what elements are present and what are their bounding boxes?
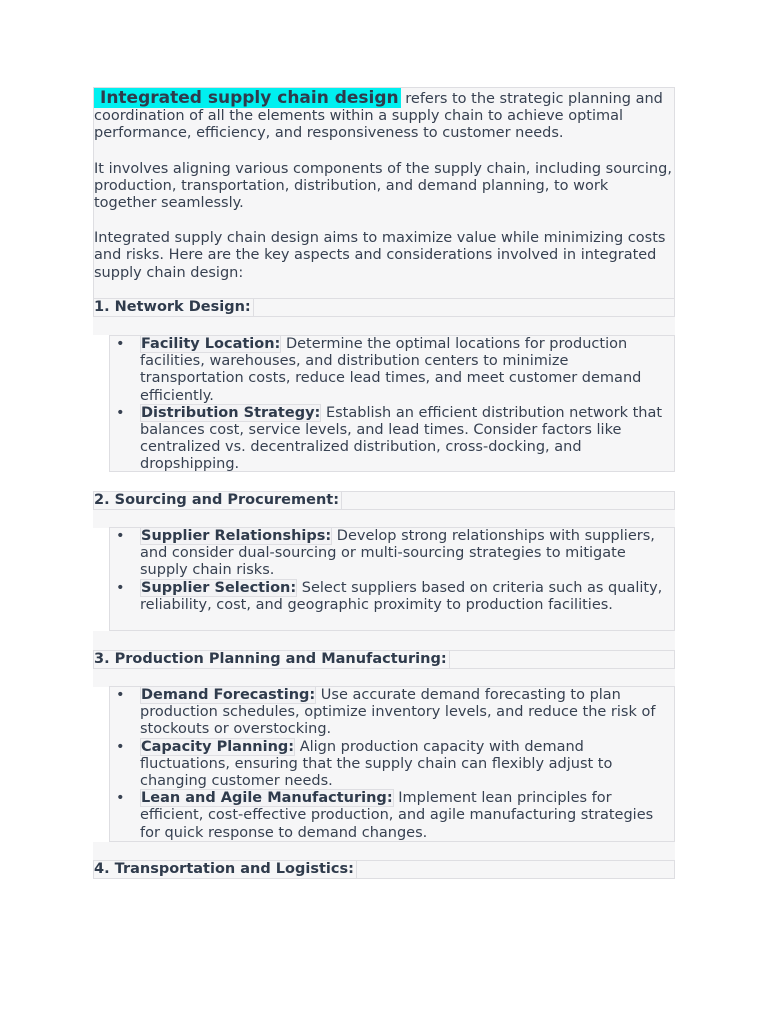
intro-block bbox=[93, 87, 675, 316]
spacer-band bbox=[93, 669, 675, 687]
section-list-production bbox=[109, 686, 675, 842]
intro-paragraph-1-text: refers to the strategic planning and coordination of all the elements within a supply chain to achieve optimal performance, efficiency, and responsiveness to customer needs. bbox=[94, 91, 663, 142]
item-text: Align production capacity with demand fluctuations, ensuring that the supply chain can flexibly adjust to changing customer needs. bbox=[140, 738, 613, 790]
section-heading-network-design: 1. Network Design: bbox=[93, 298, 675, 317]
section-list-sourcing bbox=[109, 527, 675, 631]
term-label: Lean and Agile Manufacturing: bbox=[141, 790, 393, 807]
item-text: Implement lean principles for efficient, cost-effective production, and agile manufacturing strategies for quick response to demand changes. bbox=[140, 790, 654, 841]
section-heading-production: 3. Production Planning and Manufacturing: bbox=[93, 650, 675, 669]
list-item bbox=[140, 580, 674, 614]
section-heading-sourcing: 2. Sourcing and Procurement: bbox=[93, 491, 675, 510]
section-heading-transportation: 4. Transportation and Logistics: bbox=[93, 860, 675, 879]
list-item bbox=[140, 336, 674, 405]
spacer-band bbox=[93, 317, 675, 335]
intro-paragraph-2: It involves aligning various components of the supply chain, including sourcing, production, transportation, distribution, and demand planning, to work together seamlessly. bbox=[94, 160, 672, 212]
item-text: Select suppliers based on criteria such as quality, reliability, cost, and geographic proximity to production facilities. bbox=[140, 579, 663, 613]
list-item bbox=[140, 687, 674, 739]
list-item bbox=[140, 790, 674, 842]
spacer-band bbox=[93, 842, 675, 861]
spacer-band bbox=[93, 510, 675, 528]
term-label: Demand Forecasting: bbox=[141, 687, 316, 703]
highlighted-title: Integrated supply chain design bbox=[94, 88, 401, 108]
term-label: Capacity Planning: bbox=[141, 738, 295, 755]
term-label: Facility Location: bbox=[141, 336, 281, 352]
list-item bbox=[140, 739, 674, 791]
intro-paragraph-3: Integrated supply chain design aims to maximize value while minimizing costs and risks. Here are the key aspects and considerations involved in integrated supply chain design: bbox=[94, 230, 666, 281]
item-text: Establish an efficient distribution network that balances cost, service levels, and lead times. Consider factors like centralized vs. decentralized distribution, cross-docking, and dropshipping. bbox=[140, 404, 663, 473]
list-item bbox=[140, 528, 674, 580]
term-label: Supplier Selection: bbox=[141, 579, 297, 596]
term-label: Distribution Strategy: bbox=[141, 404, 321, 421]
list-item bbox=[140, 405, 674, 474]
term-label: Supplier Relationships: bbox=[141, 528, 332, 544]
item-text: Determine the optimal locations for production facilities, warehouses, and distribution centers to minimize transportation costs, reduce lead times, and meet customer demand efficiently. bbox=[140, 336, 642, 404]
item-text: Develop strong relationships with suppliers, and consider dual-sourcing or multi-sourcing strategies to mitigate supply chain risks. bbox=[140, 528, 655, 579]
spacer-band bbox=[93, 631, 675, 650]
section-list-network-design bbox=[109, 335, 675, 472]
intro-paragraph-1 bbox=[94, 88, 674, 143]
item-text: Use accurate demand forecasting to plan production schedules, optimize inventory levels, and reduce the risk of stockouts or overstocking. bbox=[140, 687, 656, 738]
